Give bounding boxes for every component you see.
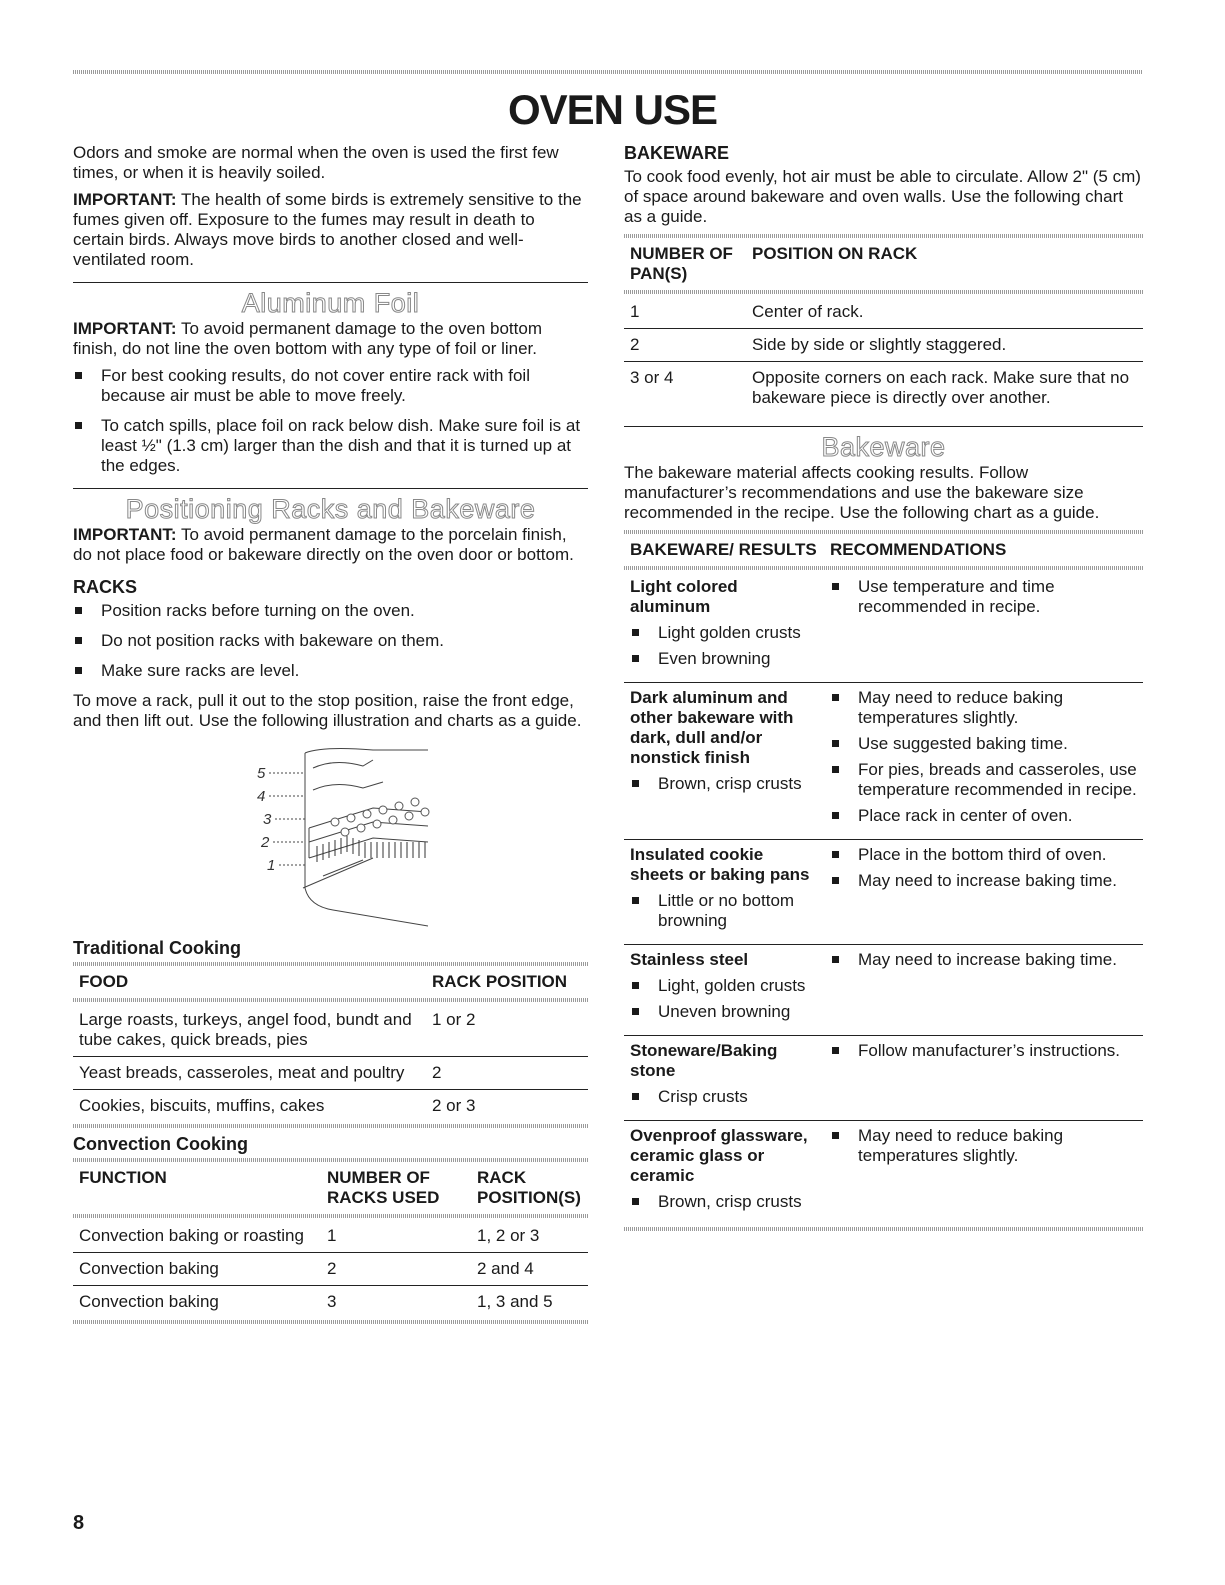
list-item: Crisp crusts: [630, 1087, 818, 1107]
list-item: For pies, breads and casseroles, use temperature recommended in recipe.: [830, 760, 1137, 800]
table-cell: 1: [624, 296, 746, 329]
divider: [73, 488, 588, 489]
table-cell: 3: [327, 1292, 337, 1311]
rack-label-2: 2: [261, 834, 270, 851]
rack-label-5: 5: [257, 765, 266, 782]
col-header-number-of-racks: NUMBER OF RACKS USED: [327, 1168, 440, 1207]
table-cell: 1, 3 and 5: [477, 1292, 553, 1311]
convection-heading: Convection Cooking: [73, 1134, 248, 1154]
table-rule: [73, 962, 588, 966]
col-header-rack-position: RACK POSITION: [432, 972, 568, 991]
list-item: Even browning: [630, 649, 818, 669]
racks-bullets: [73, 601, 588, 681]
list-item: Light, golden crusts: [630, 976, 818, 996]
list-item: May need to reduce baking temperatures slightly.: [830, 688, 1137, 728]
list-item: Make sure racks are level.: [73, 661, 588, 681]
table-rule: [73, 1124, 588, 1128]
table-cell: 1, 2 or 3: [471, 1220, 588, 1253]
table-cell: Light colored aluminum Light golden crusts Even browning: [624, 572, 824, 683]
table-cell: Convection baking: [73, 1253, 321, 1286]
intro-paragraph: Odors and smoke are normal when the oven is used the first few times, or when it is heavily soiled.: [73, 143, 559, 182]
table-cell: 2: [426, 1057, 588, 1090]
positioning-heading: Positioning Racks and Bakeware: [125, 494, 536, 524]
table-row: [73, 1253, 588, 1286]
table-cell: [824, 945, 1143, 1036]
table-row: [73, 1286, 588, 1319]
table-row: [73, 1004, 588, 1057]
list-item: Little or no bottom browning: [630, 891, 818, 931]
page-title: OVEN USE: [507, 86, 718, 133]
traditional-table: [73, 968, 588, 996]
bakeware-position-text: To cook food evenly, hot air must be able to circulate. Allow 2" (5 cm) of space around bakeware and oven walls. Use the following chart as a guide.: [624, 167, 1141, 226]
table-row: [73, 1090, 588, 1123]
col-header-rack-positions: RACK POSITION(S): [477, 1168, 581, 1207]
list-item: Do not position racks with bakeware on them.: [73, 631, 588, 651]
table-cell: [824, 572, 1143, 683]
list-item: Light golden crusts: [630, 623, 818, 643]
list-item: Use suggested baking time.: [830, 734, 1137, 754]
table-cell: [824, 840, 1143, 945]
col-header-bakeware-results: BAKEWARE/ RESULTS: [630, 540, 817, 559]
oven-rack-diagram: [73, 738, 588, 938]
rack-label-3: 3: [263, 811, 272, 828]
list-item: Brown, crisp crusts: [630, 1192, 818, 1212]
table-cell: Side by side or slightly staggered.: [746, 329, 1143, 362]
col-header-position-on-rack: POSITION ON RACK: [752, 244, 918, 263]
table-rule: [73, 1158, 588, 1162]
table-cell: Large roasts, turkeys, angel food, bundt and tube cakes, quick breads, pies: [73, 1004, 426, 1057]
racks-heading: RACKS: [73, 577, 138, 597]
table-cell: [824, 1036, 1143, 1121]
table-cell: Yeast breads, casseroles, meat and poultry: [73, 1057, 426, 1090]
bakeware-heading: Bakeware: [821, 432, 946, 462]
list-item: Uneven browning: [630, 1002, 818, 1022]
table-cell: Convection baking: [79, 1292, 219, 1311]
move-rack-text: To move a rack, pull it out to the stop position, raise the front edge, and then lift out. Use the following illustration and charts as a guide.: [73, 691, 582, 730]
table-rule: [624, 1227, 1143, 1231]
table-cell: Dark aluminum and other bakeware with dark, dull and/or nonstick finish Brown, crisp crusts: [624, 683, 824, 840]
table-row: [73, 1220, 588, 1253]
list-item: To catch spills, place foil on rack below dish. Make sure foil is at least ½" (1.3 cm) larger than the dish and that it is turned up at the edges.: [73, 416, 588, 476]
rack-label-4: 4: [257, 788, 266, 805]
positioning-important: IMPORTANT: To avoid permanent damage to the porcelain finish, do not place food or bakeware directly on the oven door or bottom.: [73, 525, 574, 564]
table-rule: [73, 1320, 588, 1324]
bakeware-position-heading: BAKEWARE: [624, 143, 730, 163]
list-item: May need to reduce baking temperatures slightly.: [830, 1126, 1137, 1166]
foil-bullets: [73, 366, 588, 476]
right-column: [624, 143, 1143, 1233]
bakeware-table: [624, 536, 1143, 564]
rack-label-1: 1: [267, 857, 276, 874]
table-rule: [73, 998, 588, 1002]
table-row: [624, 840, 1143, 945]
table-row: [624, 683, 1143, 840]
table-cell: Cookies, biscuits, muffins, cakes: [79, 1096, 325, 1115]
divider: [624, 426, 1143, 427]
pans-table-body: [624, 296, 1143, 414]
table-cell: Stoneware/Baking stone Crisp crusts: [624, 1036, 824, 1121]
list-item: Brown, crisp crusts: [630, 774, 818, 794]
list-item: Use temperature and time recommended in recipe.: [830, 577, 1137, 617]
col-header-food: FOOD: [79, 972, 129, 991]
list-item: Position racks before turning on the oven.: [73, 601, 588, 621]
table-cell: [824, 683, 1143, 840]
table-row: [624, 572, 1143, 683]
intro-important: IMPORTANT: The health of some birds is extremely sensitive to the fumes given off. Exposure to the fumes may result in death to certain birds. Always move birds to another closed and well-ventilated room.: [73, 190, 582, 269]
table-row: [73, 1057, 588, 1090]
table-row: [624, 1121, 1143, 1226]
col-header-number-of-pans: NUMBER OF PAN(S): [630, 244, 733, 283]
top-rule: [73, 70, 1143, 74]
list-item: Place rack in center of oven.: [830, 806, 1137, 826]
table-cell: 2: [321, 1253, 471, 1286]
left-column: [73, 143, 588, 1326]
table-rule: [73, 1214, 588, 1218]
foil-important: IMPORTANT: To avoid permanent damage to the oven bottom finish, do not line the oven bottom with any type of foil or liner.: [73, 319, 542, 358]
table-cell: Stainless steel Light, golden crusts Uneven browning: [624, 945, 824, 1036]
table-rule: [624, 234, 1143, 238]
list-item: May need to increase baking time.: [830, 871, 1137, 891]
table-cell: Center of rack.: [746, 296, 1143, 329]
col-header-recommendations: RECOMMENDATIONS: [830, 540, 1007, 559]
table-cell: 2 and 4: [471, 1253, 588, 1286]
list-item: May need to increase baking time.: [830, 950, 1137, 970]
table-cell: Insulated cookie sheets or baking pans Little or no bottom browning: [624, 840, 824, 945]
table-cell: [824, 1121, 1143, 1226]
traditional-heading: Traditional Cooking: [73, 938, 242, 958]
table-cell: 2 or 3: [432, 1096, 476, 1115]
table-cell: Opposite corners on each rack. Make sure that no bakeware piece is directly over another.: [752, 368, 1130, 407]
table-row: [624, 362, 1143, 415]
table-cell: 3 or 4: [630, 368, 674, 387]
table-rule: [624, 566, 1143, 570]
table-row: [624, 296, 1143, 329]
table-cell: Convection baking or roasting: [73, 1220, 321, 1253]
table-rule: [624, 290, 1143, 294]
list-item: Place in the bottom third of oven.: [830, 845, 1137, 865]
table-row: [624, 945, 1143, 1036]
table-cell: 1: [321, 1220, 471, 1253]
table-row: [624, 1036, 1143, 1121]
traditional-table-body: [73, 1004, 588, 1122]
table-cell: 1 or 2: [426, 1004, 588, 1057]
pans-table: [624, 240, 1143, 288]
list-item: For best cooking results, do not cover entire rack with foil because air must be able to move freely.: [73, 366, 588, 406]
table-rule: [624, 530, 1143, 534]
foil-heading: Aluminum Foil: [241, 288, 420, 318]
bakeware-text: The bakeware material affects cooking results. Follow manufacturer’s recommendations and use the bakeware size recommended in the recipe. Use the following chart as a guide.: [624, 463, 1100, 522]
convection-table: [73, 1164, 588, 1212]
table-row: [624, 329, 1143, 362]
col-header-function: FUNCTION: [79, 1168, 167, 1187]
convection-table-body: [73, 1220, 588, 1318]
bakeware-table-body: [624, 572, 1143, 1225]
table-cell: 2: [624, 329, 746, 362]
table-cell: Ovenproof glassware, ceramic glass or ceramic Brown, crisp crusts: [624, 1121, 824, 1226]
page-number: 8: [73, 1512, 85, 1534]
list-item: Follow manufacturer’s instructions.: [830, 1041, 1137, 1061]
rack-illustration: [73, 738, 588, 938]
divider: [73, 282, 588, 283]
